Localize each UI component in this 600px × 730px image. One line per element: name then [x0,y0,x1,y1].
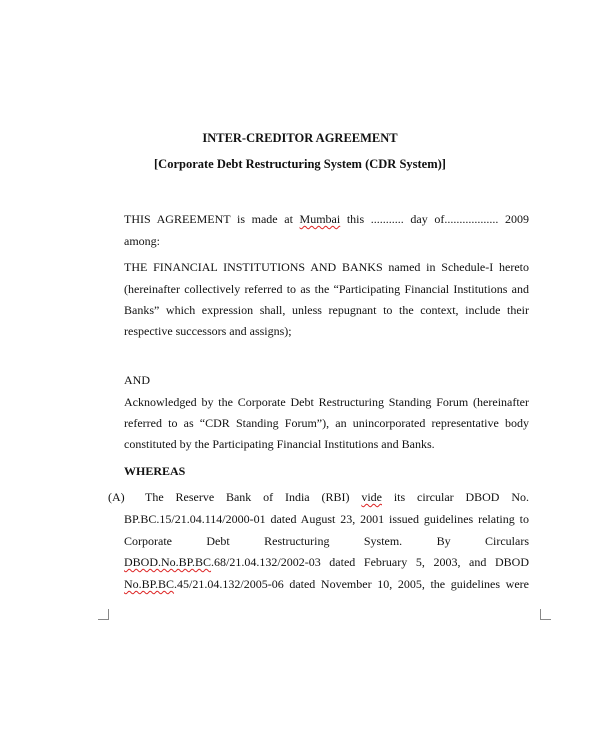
margin-mark-left [98,609,109,620]
clause-a-line-2: BP.BC.15/21.04.114/2000-01 dated August 23, 2001 issued guidelines relating to [124,512,529,526]
clause-a-l4-suffix: .68/21.04.132/2002-03 dated February 5, 2003, and DBOD [211,555,529,569]
clause-a-l1-suffix: its circular DBOD No. [381,490,529,504]
dbod-reference-1: DBOD.No.BP.BC [124,555,212,569]
intro-prefix: THIS AGREEMENT is made at [124,212,300,226]
clause-a-line-3: Corporate Debt Restructuring System. By Circulars [124,534,529,548]
parties-line-3: Banks” which expression shall, unless repugnant to the context, include their [124,303,529,317]
margin-mark-right [540,609,551,620]
and-word: AND [124,373,150,387]
intro-line-1 [124,212,529,226]
intro-line-2: among: [124,234,160,248]
clause-a-line-1 [145,490,529,504]
place-name: Mumbai [299,212,341,226]
clause-a-label: (A) [108,490,125,504]
parties-line-1: THE FINANCIAL INSTITUTIONS AND BANKS named in Schedule-I hereto [124,260,529,274]
intro-suffix: this ........... day of.................. 2009 [340,212,529,226]
forum-line-3: constituted by the Participating Financial Institutions and Banks. [124,437,435,451]
forum-line-1: Acknowledged by the Corporate Debt Restructuring Standing Forum (hereinafter [124,395,529,409]
dbod-reference-2: No.BP.BC [124,577,175,591]
clause-a-line-5 [124,577,529,591]
clause-a-line-4 [124,555,529,569]
forum-line-2: referred to as “CDR Standing Forum”), an unincorporated representative body [124,416,529,430]
vide-word: vide [361,490,382,504]
whereas-heading: WHEREAS [124,464,186,478]
parties-line-4: respective successors and assigns); [124,324,292,338]
clause-a-l5-suffix: .45/21.04.132/2005-06 dated November 10, 2005, the guidelines were [174,577,529,591]
document-title: INTER-CREDITOR AGREEMENT [202,131,398,145]
clause-a-l1-prefix: The Reserve Bank of India (RBI) [145,490,362,504]
document-subtitle: [Corporate Debt Restructuring System (CDR System)] [154,157,446,171]
parties-line-2: (hereinafter collectively referred to as the “Participating Financial Institutions and [124,282,529,296]
